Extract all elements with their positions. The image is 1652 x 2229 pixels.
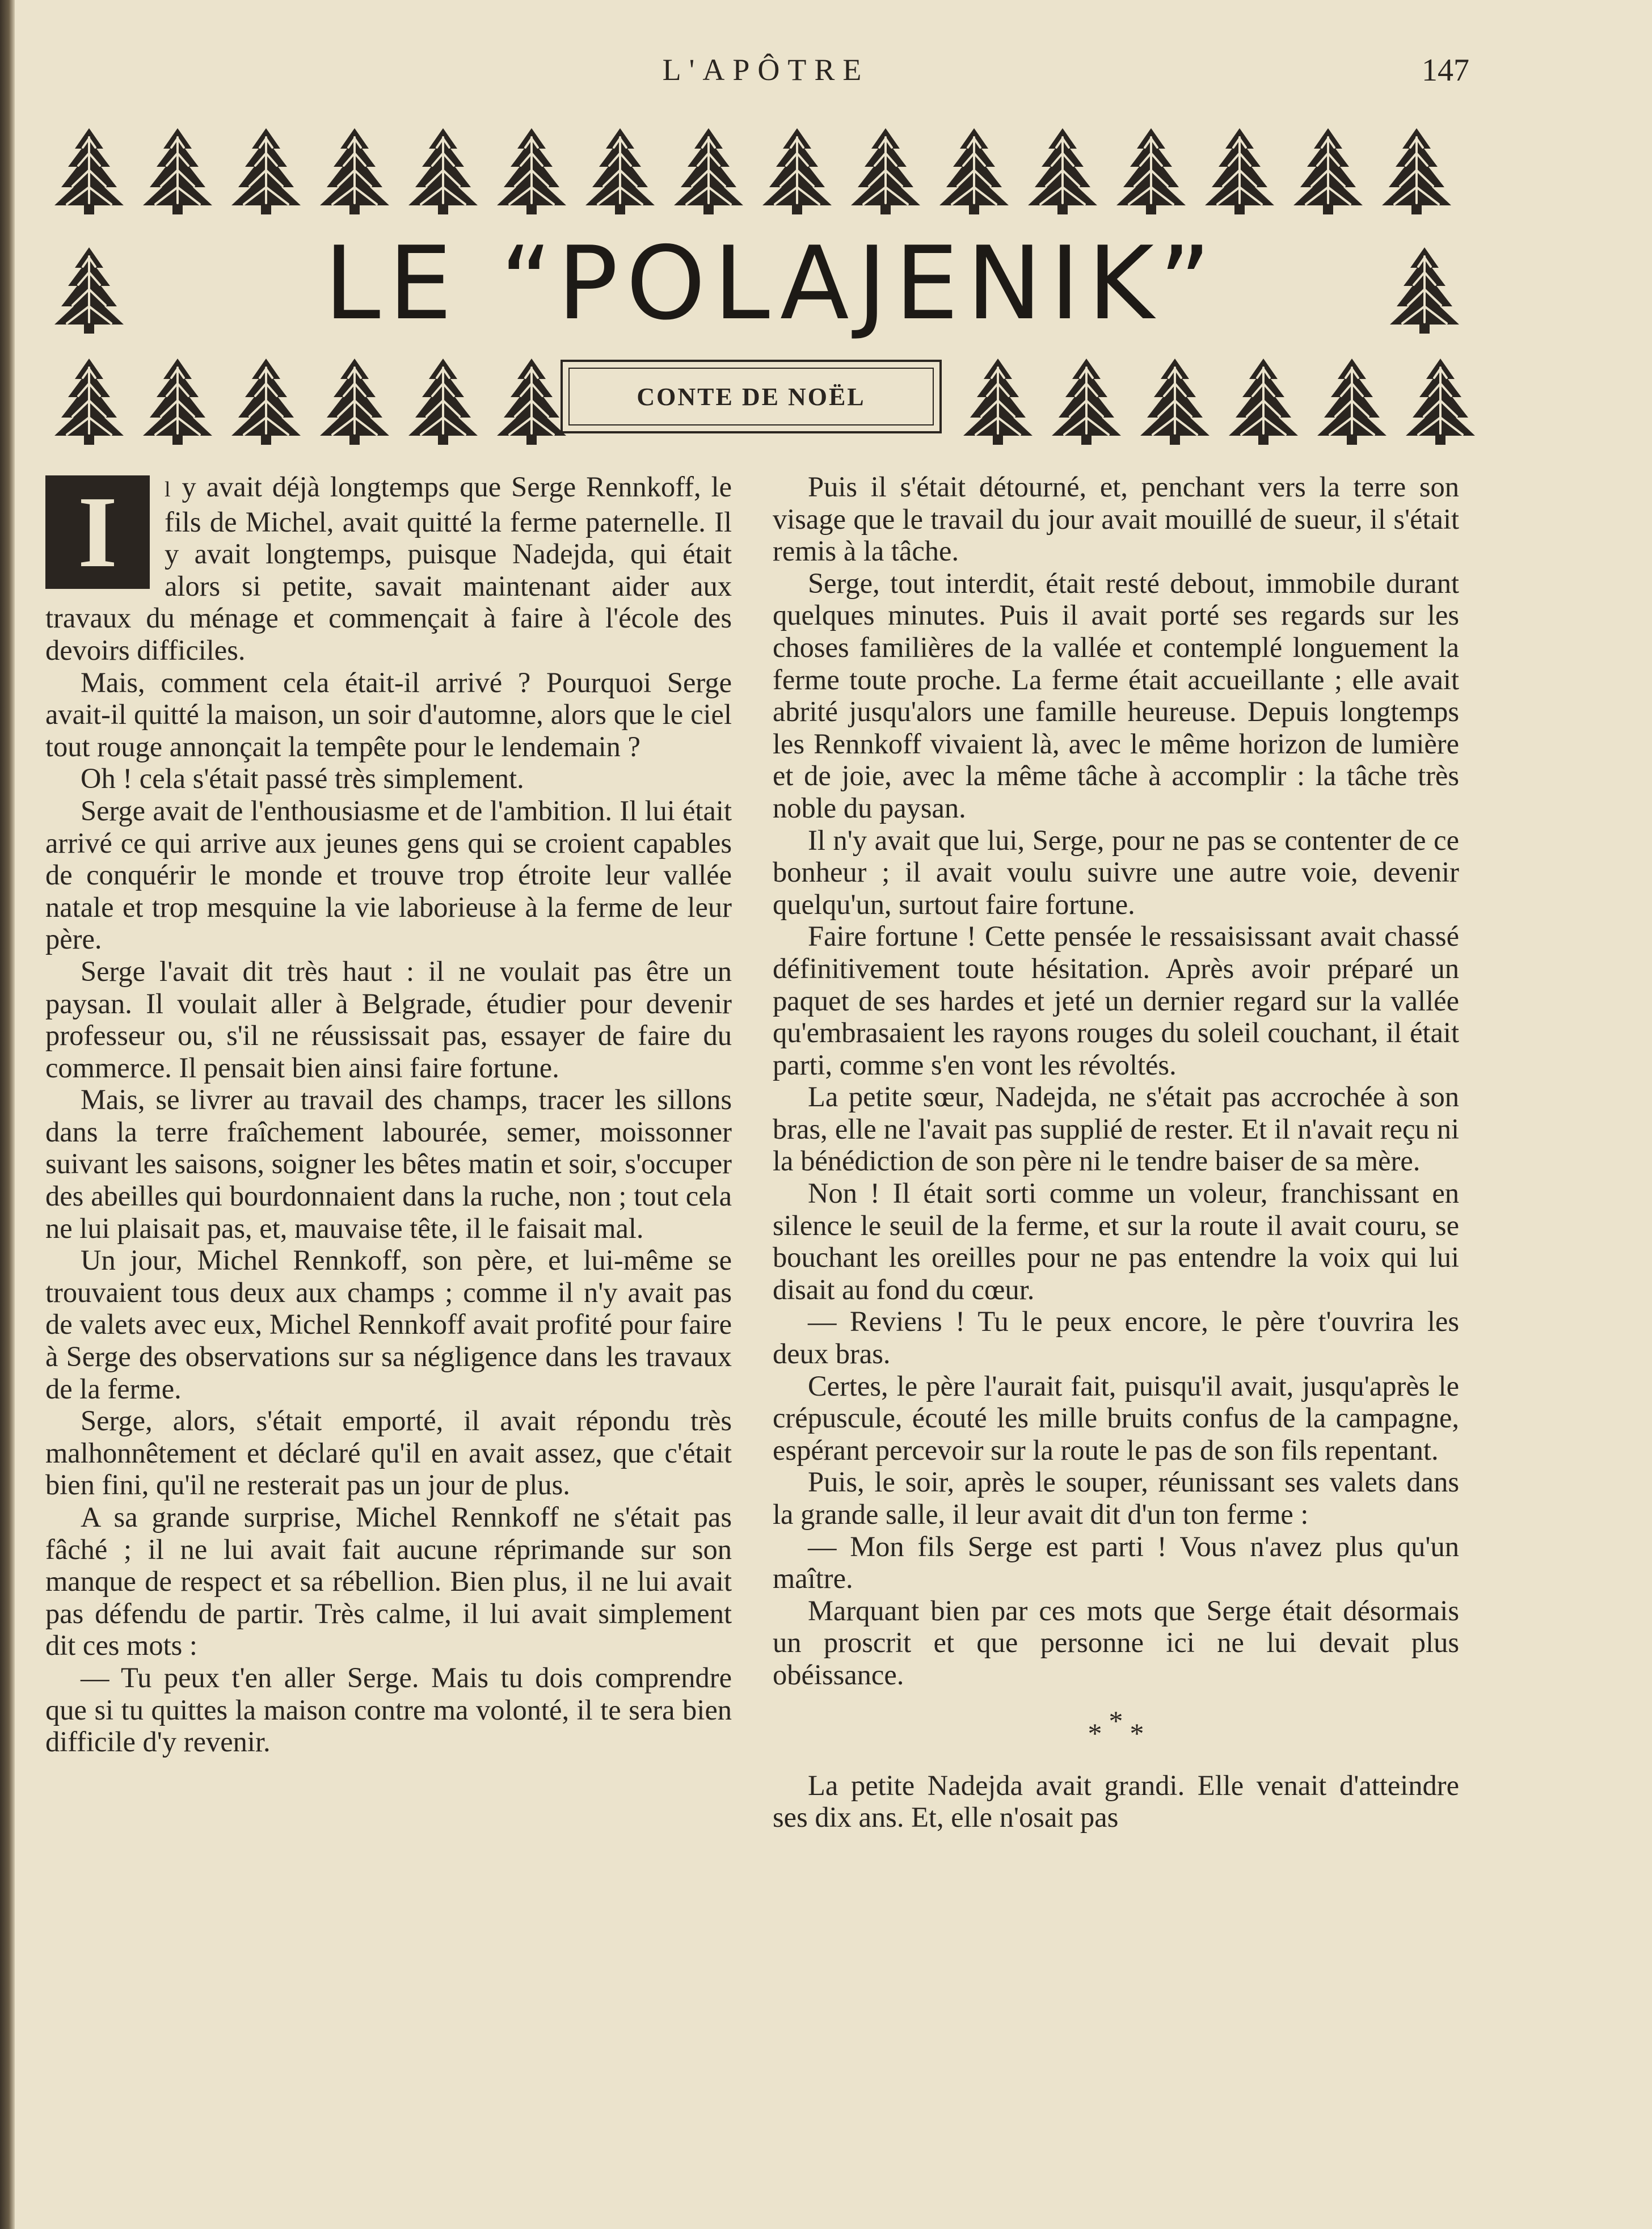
fir-tree-icon bbox=[669, 126, 748, 216]
paragraph: A sa grande surprise, Michel Rennkoff ne s'était pas fâché ; il ne lui avait fait aucune réprimande sur son manque de respect et sa rébellion. Bien plus, il ne lui avait pas défendu de partir. Très calme, il lui avait simplement dit ces mots : bbox=[45, 1501, 732, 1662]
article-subtitle: CONTE DE NOËL bbox=[637, 382, 866, 411]
fir-tree-border-bottom-left bbox=[50, 356, 571, 446]
fir-tree-icon bbox=[1401, 356, 1480, 446]
fir-tree-icon bbox=[959, 356, 1037, 446]
paragraph: Puis il s'était détourné, et, penchant vers la terre son visage que le travail du jour avait mouillé de sueur, il s'était remis à la tâche. bbox=[773, 471, 1459, 567]
fir-tree-border-top bbox=[50, 126, 1456, 216]
paragraph: Mais, se livrer au travail des champs, tracer les sillons dans la terre fraîchement labourée, semer, moissonner suivant les saisons, soigner les bêtes matin et soir, s'occuper des abeilles qui bourdonnaient dans la ruche, non ; tout cela ne lui plaisait pas, et, mauvaise tête, il le faisait mal. bbox=[45, 1084, 732, 1244]
paragraph-text: y avait déjà longtemps que Serge Rennkoff, le fils de Michel, avait quitté la ferme paternelle. Il y avait longtemps, puisque Nadejda, qui était alors si petite, savait maintenant aider aux travaux du ménage et commençait à faire à l'école des devoirs difficiles. bbox=[45, 471, 732, 666]
paragraph: Certes, le père l'aurait fait, puisqu'il avait, jusqu'après le crépuscule, écouté les mille bruits confus de la campagne, espérant percevoir sur la route le pas de son fils repentant. bbox=[773, 1370, 1459, 1466]
asterisk: * bbox=[1088, 1717, 1102, 1749]
fir-tree-icon bbox=[227, 356, 305, 446]
asterisk: * bbox=[1109, 1704, 1123, 1737]
paragraph: — Reviens ! Tu le peux encore, le père t'ouvrira les deux bras. bbox=[773, 1305, 1459, 1370]
fir-tree-icon bbox=[315, 126, 394, 216]
fir-tree-icon bbox=[227, 126, 305, 216]
paragraph: Oh ! cela s'était passé très simplement. bbox=[81, 762, 524, 795]
paragraph: Serge l'avait dit très haut : il ne voulait pas être un paysan. Il voulait aller à Belgrade, étudier pour devenir professeur ou, s'il ne réussissait pas, essayer de faire du commerce. Il pensait bien ainsi faire fortune. bbox=[45, 955, 732, 1084]
running-head bbox=[0, 52, 1652, 92]
asterisk: * bbox=[1130, 1717, 1144, 1749]
paragraph: Puis, le soir, après le souper, réunissant ses valets dans la grande salle, il leur avait dit d'un ton ferme : bbox=[773, 1466, 1459, 1530]
fir-tree-icon bbox=[1023, 126, 1102, 216]
fir-tree-icon bbox=[404, 126, 482, 216]
fir-tree-icon bbox=[315, 356, 394, 446]
fir-tree-icon bbox=[138, 126, 217, 216]
fir-tree-icon bbox=[1112, 126, 1190, 216]
paragraph: Il n'y avait que lui, Serge, pour ne pas se contenter de ce bonheur ; il avait voulu suivre une autre voie, devenir quelqu'un, surtout faire fortune. bbox=[773, 824, 1459, 920]
fir-tree-icon bbox=[1289, 126, 1367, 216]
drop-cap-letter: I bbox=[77, 475, 118, 588]
paragraph: — Tu peux t'en aller Serge. Mais tu dois comprendre que si tu quittes la maison contre ma volonté, il te sera bien difficile d'y revenir. bbox=[45, 1661, 732, 1758]
page-number: 147 bbox=[1422, 53, 1469, 88]
section-break bbox=[773, 1704, 1459, 1750]
fir-tree-icon bbox=[846, 126, 925, 216]
fir-tree-icon bbox=[758, 126, 836, 216]
fir-tree-icon bbox=[1200, 126, 1279, 216]
paragraph: La petite sœur, Nadejda, ne s'était pas accrochée à son bras, elle ne l'avait pas supplié de rester. Et il n'avait reçu ni la bénédiction de son père ni le tendre baiser de sa mère. bbox=[773, 1081, 1459, 1177]
fir-tree-icon bbox=[1385, 245, 1464, 335]
binding-gutter bbox=[0, 0, 15, 2229]
text-column-left bbox=[45, 471, 732, 1758]
fir-tree-icon bbox=[935, 126, 1013, 216]
fir-tree-icon bbox=[50, 245, 128, 335]
paragraph: Un jour, Michel Rennkoff, son père, et lui-même se trouvaient tous deux aux champs ; comme il n'y avait pas de valets avec eux, Michel Rennkoff avait profité pour faire à Serge des observations sur sa négligence dans les travaux de la ferme. bbox=[45, 1244, 732, 1405]
fir-tree-icon bbox=[138, 356, 217, 446]
article-title: LE “POLAJENIK” bbox=[324, 225, 1219, 342]
paragraph: Mais, comment cela était-il arrivé ? Pourquoi Serge avait-il quitté la maison, un soir d'automne, alors que le ciel tout rouge annonçait la tempête pour le lendemain ? bbox=[45, 666, 732, 762]
paragraph: — Mon fils Serge est parti ! Vous n'avez plus qu'un maître. bbox=[773, 1530, 1459, 1595]
subtitle-frame bbox=[560, 360, 942, 433]
fir-tree-icon bbox=[1047, 356, 1126, 446]
paragraph: Serge avait de l'enthousiasme et de l'ambition. Il lui était arrivé ce qui arrive aux jeunes gens qui se croient capables de conquérir le monde et trouve trop étroite leur vallée natale et trop mesquine la vie laborieuse à la ferme de leur père. bbox=[45, 794, 732, 955]
drop-cap bbox=[45, 475, 150, 589]
fir-tree-icon bbox=[1377, 126, 1456, 216]
fir-tree-icon bbox=[492, 356, 571, 446]
fir-tree-icon bbox=[581, 126, 659, 216]
fir-tree-icon bbox=[50, 126, 128, 216]
paragraph: Marquant bien par ces mots que Serge était désormais un proscrit et que personne ici ne lui devait plus obéissance. bbox=[773, 1594, 1459, 1691]
paragraph: Serge, alors, s'était emporté, il avait répondu très malhonnêtement et déclaré qu'il en avait assez, que c'était bien fini, qu'il ne resterait pas un jour de plus. bbox=[45, 1405, 732, 1501]
fir-tree-border-bottom-right bbox=[959, 356, 1480, 446]
paragraph: Serge, tout interdit, était resté debout, immobile durant quelques minutes. Puis il avait porté ses regards sur les choses familières de la vallée et contemplé longuement la ferme toute proche. La ferme était accueillante ; elle avait abrité jusqu'alors une famille heureuse. Depuis longtemps les Rennkoff vivaient là, avec le même horizon de lumière et de joie, avec la même tâche à accomplir : la tâche très noble du paysan. bbox=[773, 567, 1459, 824]
running-title: L'APÔTRE bbox=[662, 53, 870, 87]
fir-tree-icon bbox=[1313, 356, 1391, 446]
paragraph: La petite Nadejda avait grandi. Elle venait d'atteindre ses dix ans. Et, elle n'osait pas bbox=[773, 1769, 1459, 1834]
paragraph: Non ! Il était sorti comme un voleur, franchissant en silence le seuil de la ferme, et sur la route il avait couru, se bouchant les oreilles pour ne pas entendre la voix qui lui disait au fond du cœur. bbox=[773, 1177, 1459, 1305]
fir-tree-icon bbox=[1224, 356, 1303, 446]
paragraph: Faire fortune ! Cette pensée le ressaisissant avait chassé définitivement toute hésitation. Après avoir préparé un paquet de ses hardes et jeté un dernier regard sur la vallée qu'embrasaient les rayons rouges du soleil couchant, il était parti, comme s'en vont les révoltés. bbox=[773, 920, 1459, 1081]
fir-tree-icon bbox=[1136, 356, 1214, 446]
small-cap-text: l bbox=[165, 478, 172, 502]
fir-tree-icon bbox=[404, 356, 482, 446]
text-column-right bbox=[773, 471, 1459, 1834]
fir-tree-icon bbox=[50, 356, 128, 446]
fir-tree-icon bbox=[492, 126, 571, 216]
